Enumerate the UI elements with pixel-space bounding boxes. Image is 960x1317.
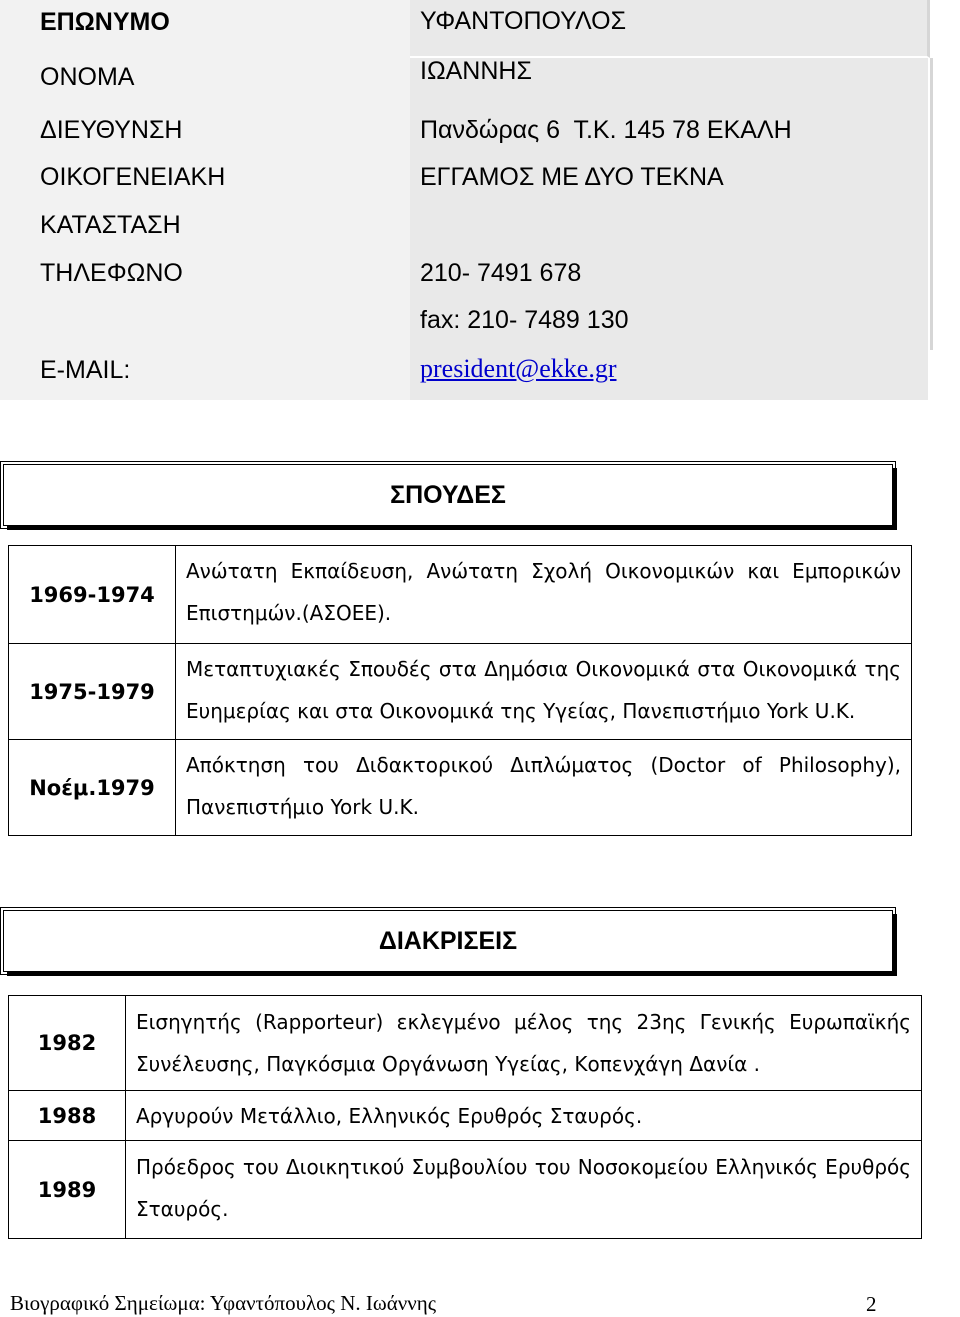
award-text: Εισηγητής (Rapporteur) εκλεγμένο μέλος της 23ης Γενικής Ευρωπαϊκής Συνέλευσης, Παγκόσμια Οργάνωση Υγείας, Κοπενχάγη Δανία . bbox=[126, 996, 922, 1091]
email-link[interactable]: president@ekke.gr bbox=[420, 354, 617, 383]
page-number: 2 bbox=[866, 1292, 877, 1316]
studies-heading-text: ΣΠΟΥΔΕΣ bbox=[390, 480, 506, 509]
fax-value: fax: 210- 7489 130 bbox=[420, 306, 629, 334]
study-text: Μεταπτυχιακές Σπουδές στα Δημόσια Οικονομικά στα Οικονομικά της Ευημερίας και στα Οικονομικά της Υγείας, Πανεπιστήμιο York U.K. bbox=[176, 644, 912, 740]
address-value: Πανδώρας 6 Τ.Κ. 145 78 ΕΚΑΛΗ bbox=[420, 116, 792, 144]
info-divider-vertical bbox=[930, 58, 933, 350]
surname-label: ΕΠΩΝΥΜΟ bbox=[40, 8, 170, 36]
studies-table bbox=[8, 545, 912, 836]
phone-value: 210- 7491 678 bbox=[420, 259, 582, 287]
name-label: ΟΝΟΜΑ bbox=[40, 63, 135, 91]
info-labels-panel bbox=[0, 0, 410, 400]
awards-table bbox=[8, 995, 922, 1239]
study-text: Ανώτατη Εκπαίδευση, Ανώτατη Σχολή Οικονομικών και Εμπορικών Επιστημών.(ΑΣΟΕΕ). bbox=[176, 546, 912, 644]
table-row bbox=[9, 740, 912, 836]
award-year: 1982 bbox=[9, 996, 126, 1091]
study-text: Απόκτηση του Διδακτορικού Διπλώματος (Doctor of Philosophy), Πανεπιστήμιο York U.K. bbox=[176, 740, 912, 836]
study-year: Νοέμ.1979 bbox=[9, 740, 176, 836]
awards-heading bbox=[3, 910, 893, 972]
studies-heading bbox=[3, 464, 893, 526]
family-status-value: ΕΓΓΑΜΟΣ ΜΕ ΔΥΟ ΤΕΚΝΑ bbox=[420, 163, 724, 191]
phone-label: ΤΗΛΕΦΩΝΟ bbox=[40, 259, 183, 287]
address-label: ΔΙΕΥΘΥΝΣΗ bbox=[40, 116, 183, 144]
email-label: E-MAIL: bbox=[40, 356, 131, 384]
surname-value: ΥΦΑΝΤΟΠΟΥΛΟΣ bbox=[420, 7, 627, 35]
award-year: 1988 bbox=[9, 1091, 126, 1141]
name-value: ΙΩΑΝΝΗΣ bbox=[420, 57, 532, 85]
table-row bbox=[9, 644, 912, 740]
award-text: Αργυρούν Μετάλλιο, Ελληνικός Ερυθρός Σταυρός. bbox=[126, 1091, 922, 1141]
awards-heading-text: ΔΙΑΚΡΙΣΕΙΣ bbox=[378, 926, 518, 955]
award-year: 1989 bbox=[9, 1141, 126, 1239]
study-year: 1969-1974 bbox=[9, 546, 176, 644]
footer-title: Βιογραφικό Σημείωμα: Υφαντόπουλος Ν. Ιωάννης bbox=[10, 1291, 437, 1315]
family-status-label-line1: ΟΙΚΟΓΕΝΕΙΑΚΗ bbox=[40, 163, 226, 191]
study-year: 1975-1979 bbox=[9, 644, 176, 740]
award-text: Πρόεδρος του Διοικητικού Συμβουλίου του Νοσοκομείου Ελληνικός Ερυθρός Σταυρός. bbox=[126, 1141, 922, 1239]
table-row bbox=[9, 546, 912, 644]
family-status-label-line2: ΚΑΤΑΣΤΑΣΗ bbox=[40, 211, 181, 239]
table-row bbox=[9, 1091, 922, 1141]
table-row bbox=[9, 996, 922, 1091]
table-row bbox=[9, 1141, 922, 1239]
